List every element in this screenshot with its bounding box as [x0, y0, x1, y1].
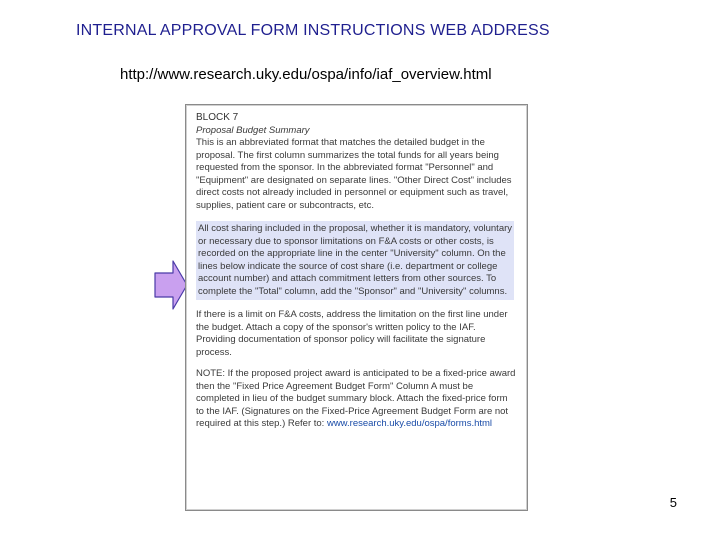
slide-title: INTERNAL APPROVAL FORM INSTRUCTIONS WEB ADDRESS [76, 22, 550, 39]
forms-link[interactable]: www.research.uky.edu/ospa/forms.html [326, 418, 493, 429]
paragraph-fa-limit: If there is a limit on F&A costs, address the limitation on the first line under the budget. Attach a copy of the sponsor's written policy to the IAF. Providing documentation of sponsor policy will facilitate the signature process. [196, 309, 508, 358]
block-heading: BLOCK 7 [196, 112, 239, 123]
block-subheading: Proposal Budget Summary [196, 124, 310, 136]
paragraph-note [196, 368, 516, 431]
paragraph-summary: This is an abbreviated format that matches the detailed budget in the proposal. The first column summarizes the total funds for all years being requested from the sponsor. In the abbreviated format "Personnel" and "Equipment" are designated on separate lines. "Other Direct Cost" includes direct costs not already included in personnel or equipment such as travel, supplies, patient care or subcontracts, etc. [196, 137, 512, 211]
right-arrow-icon [154, 259, 188, 311]
note-text: NOTE: If the proposed project award is anticipated to be a fixed-price award then the "Fixed Price Agreement Budget Form" Column A must be completed in lieu of the budget summary block. Attach the fixed-price form to the IAF. (Signatures on the Fixed-Price Agreement Budget Form are not required at this step.) Refer to: [196, 368, 516, 429]
document-text [196, 112, 516, 431]
document-screenshot [185, 104, 528, 511]
page-number: 5 [669, 495, 677, 510]
instructions-url: http://www.research.uky.edu/ospa/info/iaf_overview.html [120, 66, 492, 83]
highlighted-cost-sharing-paragraph: All cost sharing included in the proposal, whether it is mandatory, voluntary or necessary due to sponsor limitations on F&A costs or other costs, is recorded on the appropriate line in the center "University" column. On the lines below indicate the source of cost share (i.e. department or college account number) and attach commitment letters from other sources. To complete the "Total" column, add the "Sponsor" and "University" columns. [196, 221, 514, 300]
